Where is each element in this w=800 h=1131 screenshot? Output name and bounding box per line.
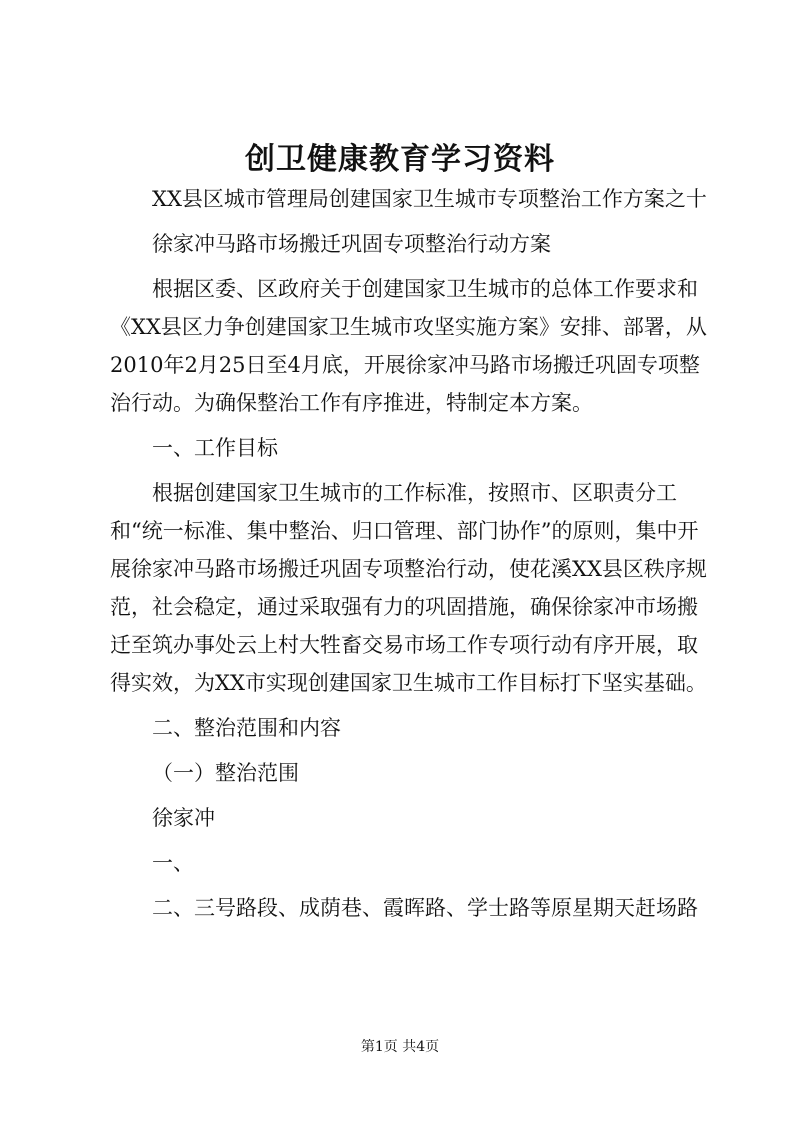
document-title: 创卫健康教育学习资料 — [245, 142, 555, 177]
paragraph-location: 徐家冲 — [152, 806, 215, 830]
paragraph-item-one: 一、 — [152, 851, 194, 875]
paragraph-work-goals: 根据创建国家卫生城市的工作标准，按照市、区职责分工和“统一标准、集中整治、归口管理、部门协作”的原则，集中开展徐家冲马路市场搬迁巩固专项整治行动，使花溪XX县区秩序规范，社会稳定，通过采取强有力的巩固措施，确保徐家冲市场搬迁至筑办事处云上村大牲畜交易市场工作专项行动有序开展，取得实效，为XX市实现创建国家卫生城市工作目标打下坚实基础。 — [110, 481, 707, 695]
paragraph-item-two: 二、三号路段、成荫巷、霞晖路、学士路等原星期天赶场路 — [152, 896, 698, 920]
section-heading-work-goals: 一、工作目标 — [152, 436, 278, 460]
subsection-heading-scope: （一）整治范围 — [152, 761, 299, 785]
page-footer: 第1页 共4页 — [360, 1039, 440, 1055]
document-body — [110, 180, 710, 927]
paragraph-action-plan-title: 徐家冲马路市场搬迁巩固专项整治行动方案 — [152, 232, 551, 256]
paragraph-introduction: 根据区委、区政府关于创建国家卫生城市的总体工作要求和《XX县区力争创建国家卫生城市攻坚实施方案》安排、部署，从2010年2月25日至4月底，开展徐家冲马路市场搬迁巩固专项整治行动。为确保整治工作有序推进，特制定本方案。 — [110, 277, 707, 415]
section-heading-scope-content: 二、整治范围和内容 — [152, 716, 341, 740]
paragraph-plan-heading: XX县区城市管理局创建国家卫生城市专项整治工作方案之十 — [152, 187, 707, 211]
